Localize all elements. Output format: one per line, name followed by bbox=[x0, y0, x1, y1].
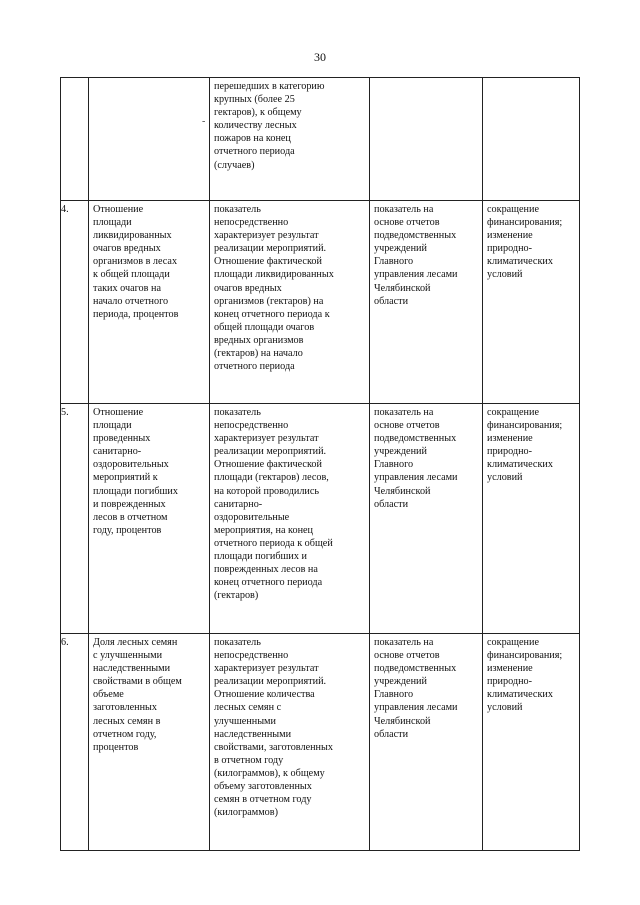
indicator-cell: Доля лесных семян с улучшенными наследственными свойствами в общем объеме заготовленных лесных семян в отчетном году, процентов bbox=[89, 634, 210, 851]
table-row bbox=[61, 201, 580, 404]
risks-cell bbox=[483, 78, 580, 201]
row-number bbox=[61, 78, 89, 201]
stray-mark: - bbox=[202, 116, 206, 127]
source-cell bbox=[370, 78, 483, 201]
source-cell: показатель на основе отчетов подведомственных учреждений Главного управления лесами Челябинской области bbox=[370, 634, 483, 851]
row-number: 5. bbox=[61, 404, 89, 634]
indicator-cell: Отношение площади проведенных санитарно- оздоровительных мероприятий к площади погибших и поврежденных лесов в отчетном году, процентов bbox=[89, 404, 210, 634]
table-row bbox=[61, 404, 580, 634]
page-number: 30 bbox=[314, 50, 326, 64]
source-cell: показатель на основе отчетов подведомственных учреждений Главного управления лесами Челябинской области bbox=[370, 404, 483, 634]
indicator-cell bbox=[89, 78, 210, 201]
indicators-table bbox=[60, 77, 580, 851]
description-cell: показатель непосредственно характеризует результат реализации мероприятий. Отношение фактической площади ликвидированных очагов вредных организмов (гектаров) на конец отчетного периода к общей площади очагов вредных организмов (гектаров) на начало отчетного периода bbox=[210, 201, 370, 404]
row-number: 6. bbox=[61, 634, 89, 851]
description-cell: перешедших в категорию крупных (более 25 гектаров), к общему количеству лесных пожаров на конец отчетного периода (случаев) bbox=[210, 78, 370, 201]
description-cell: показатель непосредственно характеризует результат реализации мероприятий. Отношение фактической площади (гектаров) лесов, на которой проводились санитарно- оздоровительные мероприятия, на конец отчетного периода к общей площади погибших и поврежденных лесов на конец отчетного периода (гектаров) bbox=[210, 404, 370, 634]
indicator-cell: Отношение площади ликвидированных очагов вредных организмов в лесах к общей площади таких очагов на начало отчетного периода, процентов bbox=[89, 201, 210, 404]
risks-cell: сокращение финансирования; изменение природно- климатических условий bbox=[483, 201, 580, 404]
description-cell: показатель непосредственно характеризует результат реализации мероприятий. Отношение количества лесных семян с улучшенными наследственными свойствами, заготовленных в отчетном году (килограммов), к общему объему заготовленных семян в отчетном году (килограммов) bbox=[210, 634, 370, 851]
source-cell: показатель на основе отчетов подведомственных учреждений Главного управления лесами Челябинской области bbox=[370, 201, 483, 404]
risks-cell: сокращение финансирования; изменение природно- климатических условий bbox=[483, 404, 580, 634]
table-row bbox=[61, 78, 580, 201]
risks-cell: сокращение финансирования; изменение природно- климатических условий bbox=[483, 634, 580, 851]
row-number: 4. bbox=[61, 201, 89, 404]
table-row bbox=[61, 634, 580, 851]
